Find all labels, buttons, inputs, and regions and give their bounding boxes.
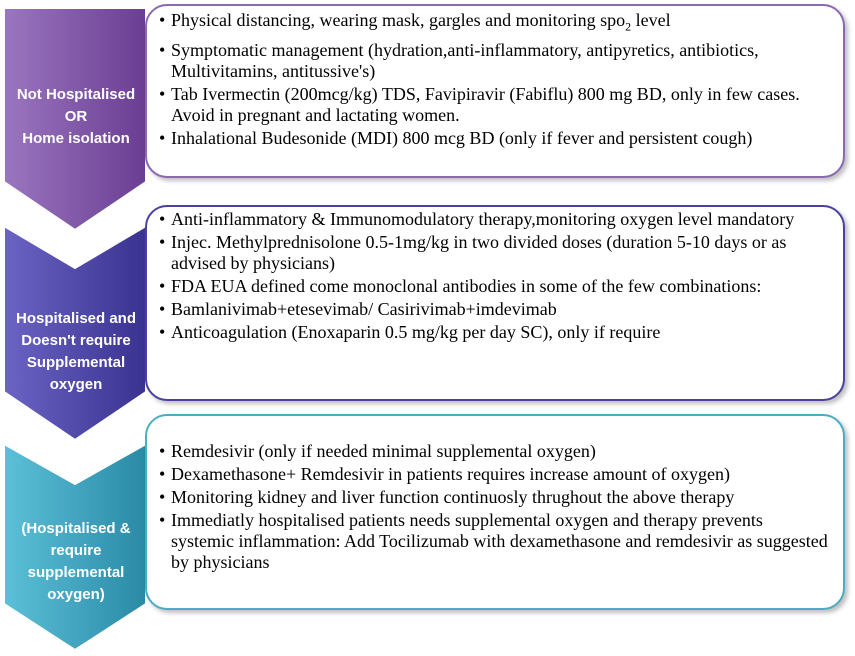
step-3-label-line: oxygen)	[47, 586, 105, 603]
step-1-list	[151, 10, 829, 149]
step-1-label	[0, 84, 152, 150]
step-3-label	[0, 518, 152, 606]
step-2-label-line: Hospitalised and	[15, 310, 137, 327]
list-item: • Anticoagulation (Enoxaparin 0.5 mg/kg per day SC), only if require	[159, 322, 661, 342]
list-item: • Immediatly hospitalised patients needs supplemental oxygen and therapy prevents systemic inflammation: Add Tocilizumab with dexamethasone and remdesivir as suggested by physicians	[159, 510, 828, 572]
step-2-label-line: Supplemental	[26, 354, 126, 371]
step-2-box	[145, 205, 845, 401]
step-1-chevron	[0, 2, 160, 234]
list-item: • Tab Ivermectin (200mcg/kg) TDS, Favipiravir (Fabiflu) 800 mg BD, only in few cases. Avoid in pregnant and lactating women.	[159, 83, 800, 125]
step-1-label-line: Not Hospitalised	[16, 86, 136, 103]
list-item: • Anti-inflammatory & Immunomodulatory therapy,monitoring oxygen level mandatory	[159, 209, 795, 229]
step-3-label-line: (Hospitalised &	[21, 520, 131, 537]
step-2-label-line: Doesn't require	[21, 332, 131, 349]
step-1-box	[145, 4, 845, 178]
step-3-label-line: require	[50, 542, 102, 559]
list-item: • Monitoring kidney and liver function continuosly thrughout the above therapy	[159, 487, 735, 507]
step-2-list	[151, 209, 829, 343]
step-1-label-line: Home isolation	[22, 130, 130, 147]
step-3-box	[145, 414, 845, 610]
list-item: • Physical distancing, wearing mask, gargles and monitoring spo$_2$ level	[159, 10, 671, 34]
list-item: • Symptomatic management (hydration,anti-inflammatory, antipyretics, antibiotics, Multivitamins, antitussive's)	[159, 39, 759, 81]
list-item: • Bamlanivimab+etesevimab/ Casirivimab+imdevimab	[159, 299, 557, 319]
step-3-list	[151, 441, 829, 573]
list-item: • FDA EUA defined come monoclonal antibodies in some of the few combinations:	[159, 276, 762, 296]
list-item: • Inhalational Budesonide (MDI) 800 mcg BD (only if fever and persistent cough)	[159, 127, 753, 148]
step-2-chevron	[0, 222, 160, 444]
step-2-label-line: oxygen	[49, 376, 103, 393]
step-3-chevron	[0, 440, 160, 654]
step-1-label-line: OR	[64, 108, 88, 125]
step-2-label	[0, 308, 152, 396]
list-item: • Dexamethasone+ Remdesivir in patients requires increase amount of oxygen)	[159, 464, 730, 484]
list-item: • Remdesivir (only if needed minimal supplemental oxygen)	[159, 441, 596, 461]
list-item: • Injec. Methylprednisolone 0.5-1mg/kg in two divided doses (duration 5-10 days or as advised by physicians)	[159, 232, 787, 273]
step-3-label-line: supplemental	[27, 564, 125, 581]
